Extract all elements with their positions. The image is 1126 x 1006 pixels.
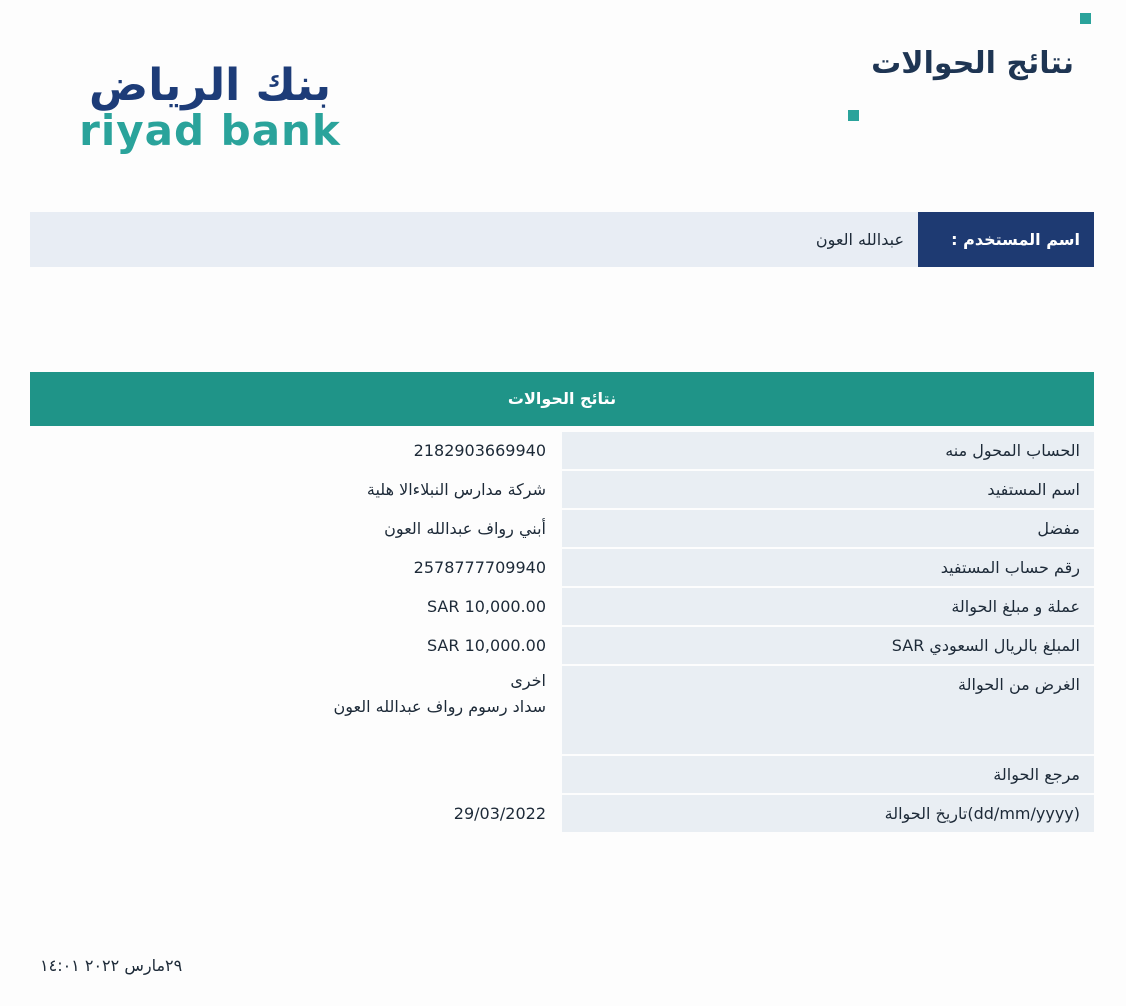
decorative-square-bottom [848,110,859,121]
row-label-from-account: الحساب المحول منه [562,432,1094,469]
user-name-label: اسم المستخدم : [918,212,1094,267]
row-label-beneficiary-name: اسم المستفيد [562,471,1094,508]
row-value-beneficiary-name: شركة مدارس النبلاءالا هلية [366,480,546,499]
page-title: نتائج الحوالات [871,46,1074,81]
transfer-details-table [30,432,1094,834]
print-timestamp: ٢٩مارس ٢٠٢٢ ١٤:٠١ [40,956,183,975]
table-row [30,795,1094,832]
logo-arabic-text: بنك الرياض [89,60,331,111]
row-label-transfer-date: (dd/mm/yyyy)تاريخ الحوالة [562,795,1094,832]
row-value-currency-amount: SAR 10,000.00 [426,597,546,616]
table-row [30,666,1094,754]
user-name-value: عبدالله العون [815,230,904,249]
table-row [30,756,1094,793]
table-row [30,588,1094,625]
row-value-transfer-date: 29/03/2022 [453,804,546,823]
row-value-purpose [333,668,546,720]
purpose-category: اخرى [510,671,546,690]
row-value-amount-sar: SAR 10,000.00 [426,636,546,655]
table-row [30,549,1094,586]
user-info-bar [30,212,1094,267]
table-row [30,432,1094,469]
purpose-description: سداد رسوم رواف عبدالله العون [333,697,546,716]
decorative-square-top [1080,13,1091,24]
results-heading: نتائج الحوالات [30,372,1094,426]
row-label-nickname: مفضل [562,510,1094,547]
row-value-beneficiary-account: 2578777709940 [413,558,546,577]
row-label-amount-sar: المبلغ بالريال السعودي SAR [562,627,1094,664]
table-row [30,471,1094,508]
row-label-beneficiary-account: رقم حساب المستفيد [562,549,1094,586]
row-value-nickname: أبني رواف عبدالله العون [384,519,546,538]
logo-english-text: riyad bank [79,106,341,155]
table-row [30,627,1094,664]
row-label-currency-amount: عملة و مبلغ الحوالة [562,588,1094,625]
row-label-reference: مرجع الحوالة [562,756,1094,793]
row-label-purpose: الغرض من الحوالة [562,666,1094,754]
riyad-bank-logo [60,60,360,155]
table-row [30,510,1094,547]
row-value-from-account: 2182903669940 [413,441,546,460]
